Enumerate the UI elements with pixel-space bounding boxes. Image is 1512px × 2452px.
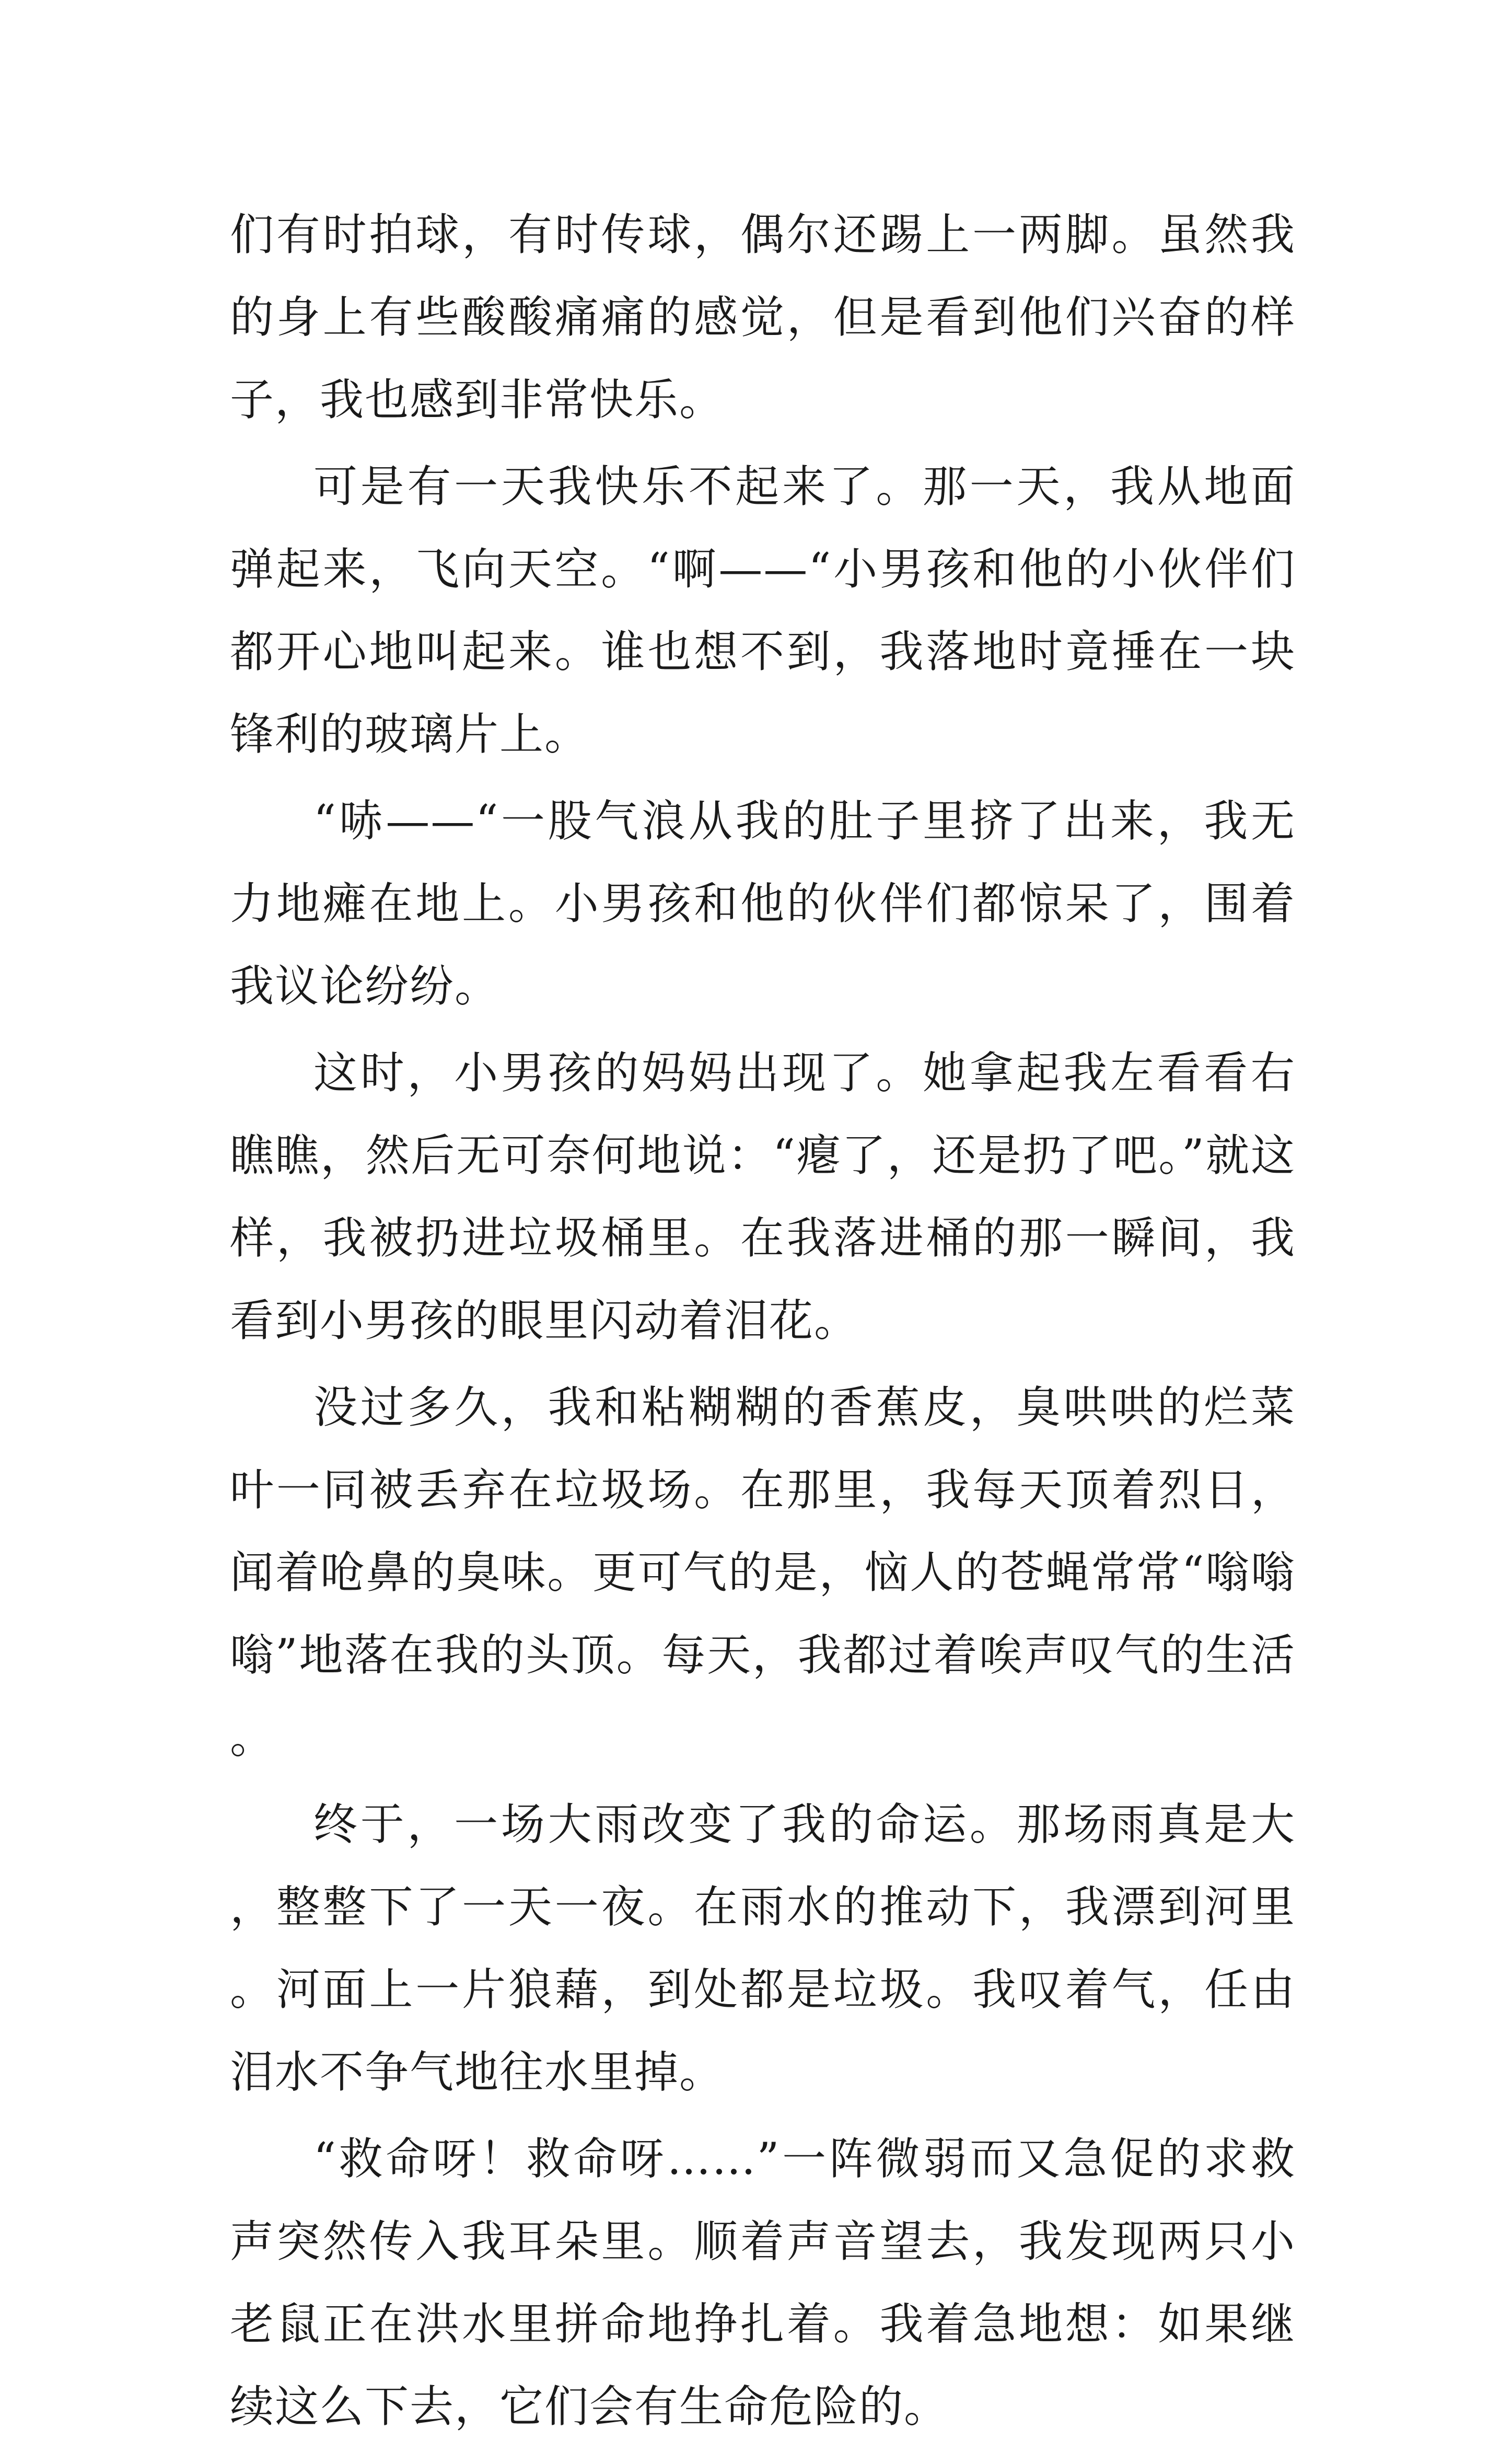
document-body [230,193,1296,2452]
paragraph-1: 们有时拍球，有时传球，偶尔还踢上一两脚。虽然我的身上有些酸酸痛痛的感觉，但是看到他们兴奋的样子，我也感到非常快乐。 [230,209,1296,425]
paragraph-4: 这时，小男孩的妈妈出现了。她拿起我左看看右瞧瞧，然后无可奈何地说：“瘪了，还是扔了吧。”就这样，我被扔进垃圾桶里。在我落进桶的那一瞬间，我看到小男孩的眼里闪动着泪花。 [230,1047,1296,1346]
paragraph-7: “救命呀！救命呀……”一阵微弱而又急促的求救声突然传入我耳朵里。顺着声音望去，我发现两只小老鼠正在洪水里拼命地挣扎着。我着急地想：如果继续这么下去，它们会有生命危险的。 [230,2133,1296,2432]
paragraph-2: 可是有一天我快乐不起来了。那一天，我从地面弹起来，飞向天空。“啊——“小男孩和他的小伙伴们都开心地叫起来。谁也想不到，我落地时竟捶在一块锋利的玻璃片上。 [230,461,1296,760]
paragraph-5: 没过多久，我和粘糊糊的香蕉皮，臭哄哄的烂菜叶一同被丢弃在垃圾场。在那里，我每天顶着烈日，闻着呛鼻的臭味。更可气的是，恼人的苍蝇常常“嗡嗡嗡”地落在我的头顶。每天，我都过着唉声叹气的生活。 [230,1382,1296,1763]
paragraph-6: 终于，一场大雨改变了我的命运。那场雨真是大，整整下了一天一夜。在雨水的推动下，我漂到河里。河面上一片狼藉，到处都是垃圾。我叹着气，任由泪水不争气地往水里掉。 [230,1799,1296,2098]
paragraph-3: “哧——“一股气浪从我的肚子里挤了出来，我无力地瘫在地上。小男孩和他的伙伴们都惊呆了，围着我议论纷纷。 [230,795,1296,1012]
